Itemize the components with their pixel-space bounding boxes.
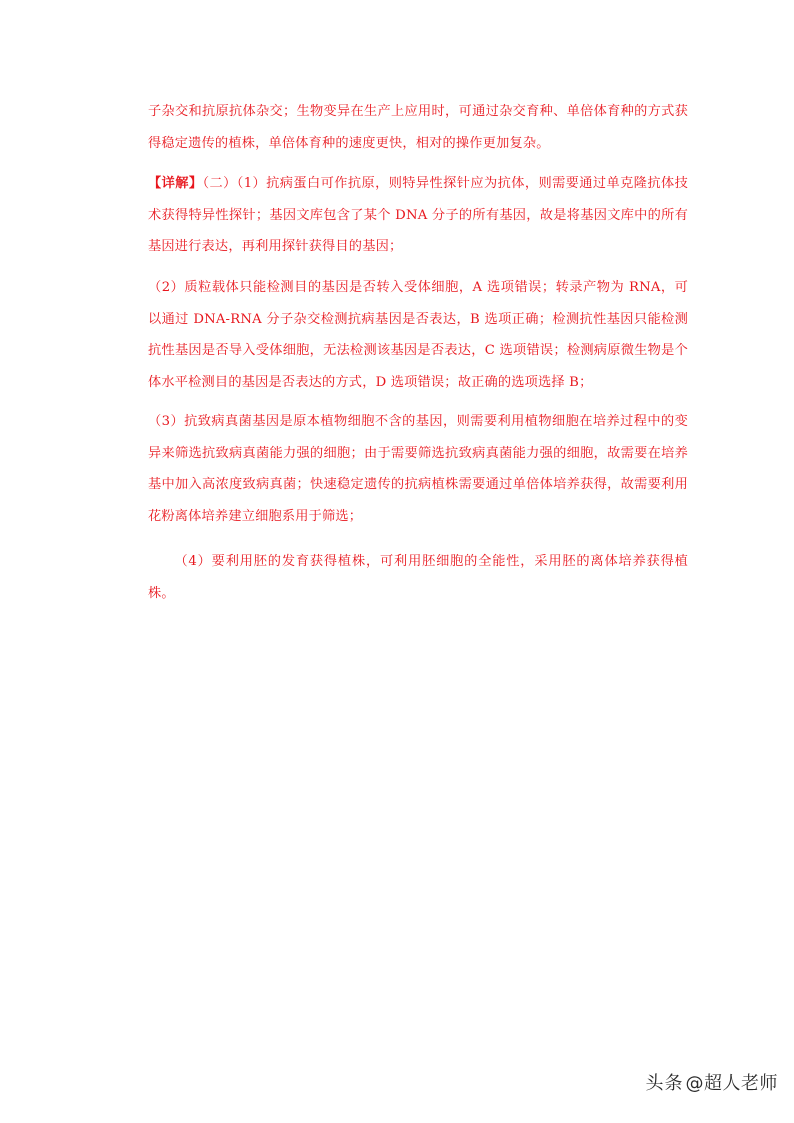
paragraph-part3 [148,406,688,532]
paragraph-part2 [148,272,688,398]
paragraph-text: （4）要利用胚的发育获得植株，可利用胚细胞的全能性，采用胚的离体培养获得植株。 [148,554,688,601]
paragraph-text: （3）抗致病真菌基因是原本植物细胞不含的基因，则需要利用植物细胞在培养过程中的变异来筛选抗致病真菌能力强的细胞；由于需要筛选抗致病真菌能力强的细胞，故需要在培养基中加入高浓度致病真菌；快速稳定遗传的抗病植株需要通过单倍体培养获得，故需要利用花粉离体培养建立细胞系用于筛选； [148,414,688,524]
watermark-brand: 头条 [645,1073,684,1094]
watermark [646,1069,779,1095]
paragraph-text: （2）质粒载体只能检测目的基因是否转入受体细胞，A 选项错误；转录产物为 RNA，可以通过 DNA-RNA 分子杂交检测抗病基因是否表达，B 选项正确；检测抗性基因只能检测抗性基因是否导入受体细胞，无法检测该基因是否表达，C 选项错误；检测病原微生物是个体水平检测目的基因是否表达的方式，D 选项错误；故正确的选项选择 B； [148,280,688,390]
paragraph-text: 子杂交和抗原抗体杂交；生物变异在生产上应用时，可通过杂交育种、单倍体育种的方式获得稳定遗传的植株，单倍体育种的速度更快，相对的操作更加复杂。 [148,104,688,151]
paragraph-part4 [148,546,688,609]
paragraph-text: （二）（1）抗病蛋白可作抗原，则特异性探针应为抗体，则需要通过单克隆抗体技术获得特异性探针；基因文库包含了某个 DNA 分子的所有基因，故是将基因文库中的所有基因进行表达，再利用探针获得目的基因； [148,176,688,254]
paragraph-intro-continuation [148,96,688,159]
paragraph-detail-part1 [148,168,688,263]
detail-label: 【详解】 [148,176,203,191]
watermark-author: @超人老师 [685,1073,778,1094]
